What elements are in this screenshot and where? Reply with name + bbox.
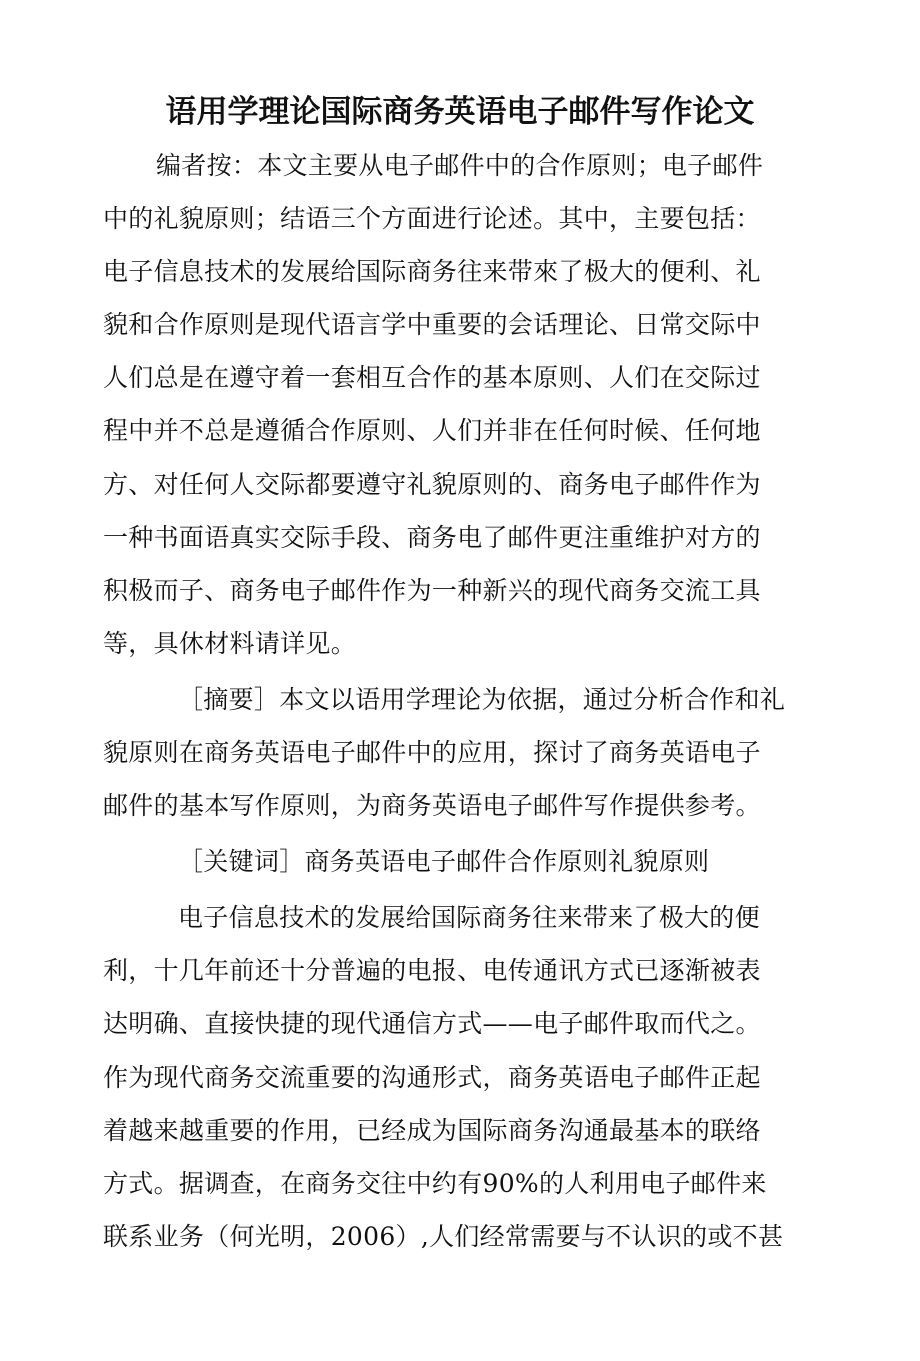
text-line: 电子信息技术的发展给国际商务往来带來了极大的便利、礼 — [103, 257, 761, 286]
document-title: 语用学理论国际商务英语电子邮件写作论文 — [165, 94, 755, 130]
body-line: 利，十几年前还十分普遍的电报、电传通讯方式已逐渐被表 — [103, 956, 761, 985]
text-line: 一种书面语真实交际手段、商务电了邮件更注重维护对方的 — [103, 523, 761, 552]
text-line: 貌和合作原则是现代语言学中重要的会话理论、日常交际中 — [103, 310, 761, 339]
text-line: 程中并不总是遵循合作原则、人们并非在任何时候、任何地 — [103, 416, 761, 445]
text-line: 编者按：本文主要从电子邮件中的合作原则；电子邮件 — [156, 151, 764, 180]
text-line: 中的礼貌原则；结语三个方面进行论述。其中，主要包括： — [103, 204, 761, 233]
text-line: 等，具休材料请详见。 — [103, 629, 357, 658]
abstract-line: 貌原则在商务英语电子邮件中的应用，探讨了商务英语电子 — [103, 738, 761, 767]
body-line: 达明确、直接快捷的现代通信方式——电子邮件取而代之。 — [103, 1009, 761, 1038]
text-line: 积极而子、商务电子邮件作为一种新兴的现代商务交流工具 — [103, 576, 761, 605]
text-line: 方、对任何人交际都要遵守礼貌原则的、商务电子邮件作为 — [103, 470, 761, 499]
body-line: 着越来越重要的作用，已经成为国际商务沟通最基本的联络 — [103, 1116, 761, 1145]
abstract-line: ［摘要］本文以语用学理论为依据，通过分析合作和礼 — [178, 685, 786, 714]
body-line: 联系业务（何光明，2006）,人们经常需要与不认识的或不甚 — [103, 1222, 784, 1251]
abstract-line: 邮件的基本写作原则，为商务英语电子邮件写作提供参考。 — [103, 791, 761, 820]
body-line: 方式。据调查，在商务交往中约有90%的人利用电子邮件来 — [103, 1169, 767, 1198]
body-line: 作为现代商务交流重要的沟通形式，商务英语电子邮件正起 — [103, 1063, 761, 1092]
text-line: 人们总是在遵守着一套相互合作的基本原则、人们在交际过 — [103, 363, 761, 392]
keywords-line: ［关键词］商务英语电子邮件合作原则礼貌原则 — [178, 847, 710, 876]
body-line: 电子信息技术的发展给国际商务往来带来了极大的便 — [178, 903, 760, 932]
